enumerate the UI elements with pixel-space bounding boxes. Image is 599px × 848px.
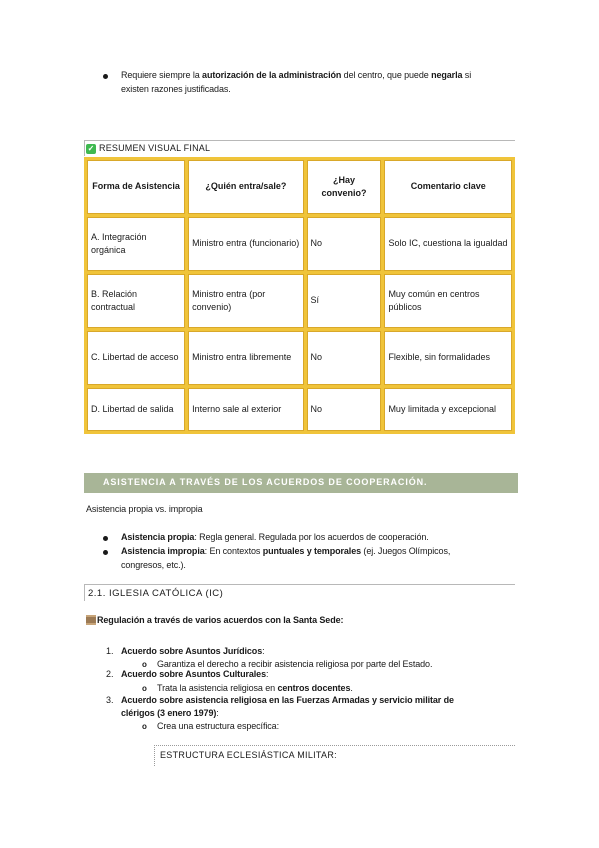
bullet-dot [103,536,108,541]
list-item-sub: Trata la asistencia religiosa en centros docentes. [157,683,353,693]
list-item-title: Acuerdo sobre asistencia religiosa en las Fuerzas Armadas y servicio militar de [121,695,454,705]
table-cell: Sí [307,274,382,328]
summary-table [84,157,515,434]
military-structure-heading: ESTRUCTURA ECLESIÁSTICA MILITAR: [160,750,337,760]
table-cell: Muy común en centros públicos [384,274,512,328]
table-header-cell: Comentario clave [384,160,512,214]
table-row [87,388,512,431]
cooperation-intro: Asistencia propia vs. impropia [86,504,203,514]
table-cell: D. Libertad de salida [87,388,185,431]
ic-heading: 2.1. IGLESIA CATÓLICA (IC) [88,588,224,599]
table-cell: Flexible, sin formalidades [384,331,512,385]
check-mark-icon: ✓ [87,144,95,153]
table-cell: Interno sale al exterior [188,388,303,431]
intro-bullet-line1: Requiere siempre la autorización de la administración del centro, que puede negarla si [121,70,472,80]
ic-divider [84,584,515,585]
scroll-icon [86,615,96,625]
bullet-dot [103,74,108,79]
table-header-cell: ¿Hay convenio? [307,160,382,214]
table-row [87,274,512,328]
table-cell: Ministro entra (por convenio) [188,274,303,328]
bullet-dot [103,550,108,555]
list-item-title: Acuerdo sobre Asuntos Culturales: [121,669,269,679]
list-number: 3. [106,695,114,705]
summary-heading: RESUMEN VISUAL FINAL [99,143,211,153]
table-header-cell: ¿Quién entra/sale? [188,160,303,214]
cooperation-section-band [84,473,518,493]
summary-vline [84,140,85,156]
table-cell: Muy limitada y excepcional [384,388,512,431]
list-item-sub: Crea una estructura específica: [157,721,279,731]
table-row [87,217,512,271]
sub-bullet-marker: o [142,722,147,731]
list-item-title-line2: clérigos (3 enero 1979): [121,708,219,718]
list-item-title: Acuerdo sobre Asuntos Jurídicos: [121,646,265,656]
bullet-asistencia-impropia: Asistencia impropia: En contextos puntuales y temporales (ej. Juegos Olímpicos, [121,546,451,556]
table-cell: No [307,331,382,385]
table-row [87,331,512,385]
table-cell: A. Integración orgánica [87,217,185,271]
ic-regulation: Regulación a través de varios acuerdos con la Santa Sede: [97,615,344,625]
intro-bullet-line2: existen razones justificadas. [121,84,231,94]
table-header-cell: Forma de Asistencia [87,160,185,214]
summary-divider [84,140,515,141]
table-cell: Solo IC, cuestiona la igualdad [384,217,512,271]
ic-vline [84,584,85,601]
table-cell: Ministro entra libremente [188,331,303,385]
table-cell: B. Relación contractual [87,274,185,328]
bullet-asistencia-impropia-line2: congresos, etc.). [121,560,186,570]
list-item-sub: Garantiza el derecho a recibir asistencia religiosa por parte del Estado. [157,659,433,669]
table-cell: No [307,217,382,271]
bullet-asistencia-propia: Asistencia propia: Regla general. Regulada por los acuerdos de cooperación. [121,532,429,542]
table-cell: C. Libertad de acceso [87,331,185,385]
table-cell: No [307,388,382,431]
list-number: 2. [106,669,114,679]
list-number: 1. [106,646,114,656]
sub-bullet-marker: o [142,684,147,693]
sub-bullet-marker: o [142,660,147,669]
table-cell: Ministro entra (funcionario) [188,217,303,271]
table-header-row [87,160,512,214]
cooperation-heading: ASISTENCIA A TRAVÉS DE LOS ACUERDOS DE COOPERACIÓN. [103,477,428,487]
